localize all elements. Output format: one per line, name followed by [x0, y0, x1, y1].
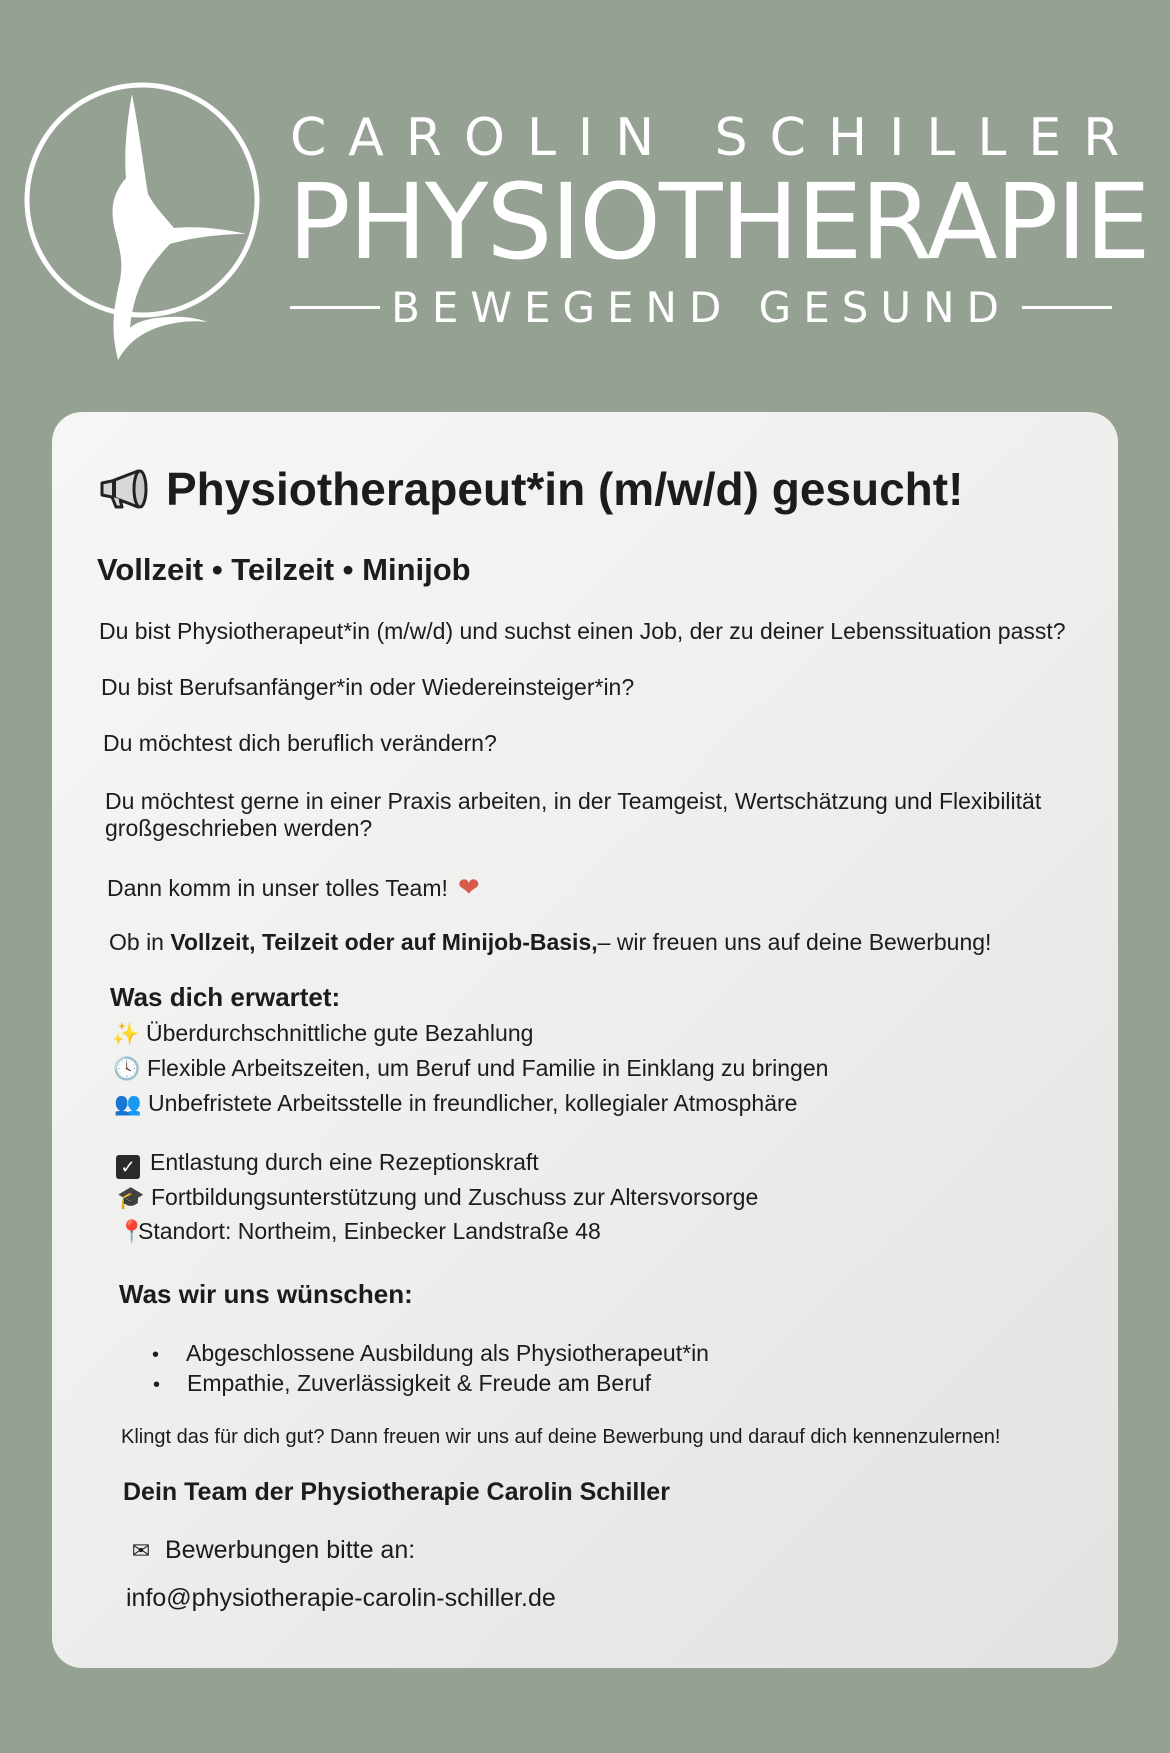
wish-item [152, 1340, 709, 1367]
wish-item [153, 1370, 651, 1397]
flyer-subheadline: Vollzeit • Teilzeit • Minijob [97, 552, 471, 587]
job-flyer [52, 412, 1118, 1668]
graduation-cap-icon: 🎓 [117, 1185, 145, 1210]
wish-item-text: Empathie, Zuverlässigkeit & Freude am Beruf [187, 1370, 652, 1396]
flyer-headline: Physiotherapeut*in (m/w/d) gesucht! [166, 463, 964, 515]
intro-line: Du möchtest gerne in einer Praxis arbeiten, in der Teamgeist, Wertschätzung und Flexibilität [105, 788, 1042, 814]
check-box-icon: ✓ [116, 1155, 140, 1179]
expect-item-text: Flexible Arbeitszeiten, um Beruf und Familie in Einklang zu bringen [147, 1055, 829, 1081]
intro-line-team [107, 872, 480, 903]
apply-label: Bewerbungen bitte an: [165, 1536, 416, 1564]
closing-text: Klingt das für dich gut? Dann freuen wir uns auf deine Bewerbung und darauf dich kennenzulernen! [121, 1426, 1001, 1448]
tagline-left-line [290, 306, 380, 309]
expect-item-text: Fortbildungsunterstützung und Zuschuss zur Altersvorsorge [151, 1184, 759, 1210]
logo-header [0, 0, 1170, 380]
expect-item [114, 1090, 797, 1117]
intro-line: Du bist Physiotherapeut*in (m/w/d) und suchst einen Job, der zu deiner Lebenssituation passt? [99, 618, 1066, 644]
expect-title: Was dich erwartet: [110, 982, 341, 1012]
offer-suffix: – wir freuen uns auf deine Bewerbung! [597, 929, 992, 955]
expect-item [116, 1149, 539, 1179]
expect-item-text: Unbefristete Arbeitsstelle in freundlicher, kollegialer Atmosphäre [148, 1090, 798, 1116]
apply-row [125, 1536, 415, 1565]
wish-item-text: Abgeschlossene Ausbildung als Physiotherapeut*in [186, 1340, 709, 1366]
expect-item [118, 1218, 601, 1245]
envelope-icon: ✉ [131, 1538, 151, 1563]
expect-item [117, 1184, 758, 1211]
intro-line: Du bist Berufsanfänger*in oder Wiedereinsteiger*in? [101, 674, 635, 700]
bullet-icon: • [152, 1344, 160, 1366]
pin-icon: 📍 [118, 1219, 146, 1244]
brand-tagline: BEWEGEND GESUND [391, 282, 1011, 332]
intro-line: Du möchtest dich beruflich verändern? [103, 730, 497, 756]
dancer-logo-icon [14, 66, 274, 366]
clock-icon: 🕓 [113, 1056, 141, 1081]
brand-tagline-row [290, 282, 1112, 332]
offer-line [109, 929, 991, 956]
intro-line: großgeschrieben werden? [105, 815, 373, 841]
wish-title: Was wir uns wünschen: [119, 1279, 413, 1309]
offer-prefix: Ob in [109, 929, 171, 955]
people-hugging-icon: 👥 [114, 1091, 142, 1116]
brand-name-main: PHYSIOTHERAPIE [288, 161, 1149, 283]
bullet-icon: • [153, 1374, 161, 1396]
tagline-right-line [1022, 306, 1112, 309]
heart-icon: ❤ [457, 872, 480, 902]
expect-item-text: Standort: Northeim, Einbecker Landstraße 48 [138, 1218, 601, 1244]
flyer-headline-row [98, 462, 963, 516]
signature: Dein Team der Physiotherapie Carolin Schiller [123, 1478, 670, 1506]
offer-bold: Vollzeit, Teilzeit oder auf Minijob-Basis, [170, 929, 598, 955]
expect-item-text: Überdurchschnittliche gute Bezahlung [146, 1020, 534, 1046]
intro-team-text: Dann komm in unser tolles Team! [107, 875, 448, 901]
contact-email[interactable]: info@physiotherapie-carolin-schiller.de [126, 1584, 556, 1612]
expect-item [112, 1020, 533, 1047]
sparkles-icon: ✨ [112, 1021, 140, 1046]
expect-item-text: Entlastung durch eine Rezeptionskraft [150, 1149, 539, 1175]
brand-name-top: CAROLIN SCHILLER [290, 108, 1142, 168]
expect-item [113, 1055, 828, 1082]
megaphone-icon [98, 467, 154, 511]
